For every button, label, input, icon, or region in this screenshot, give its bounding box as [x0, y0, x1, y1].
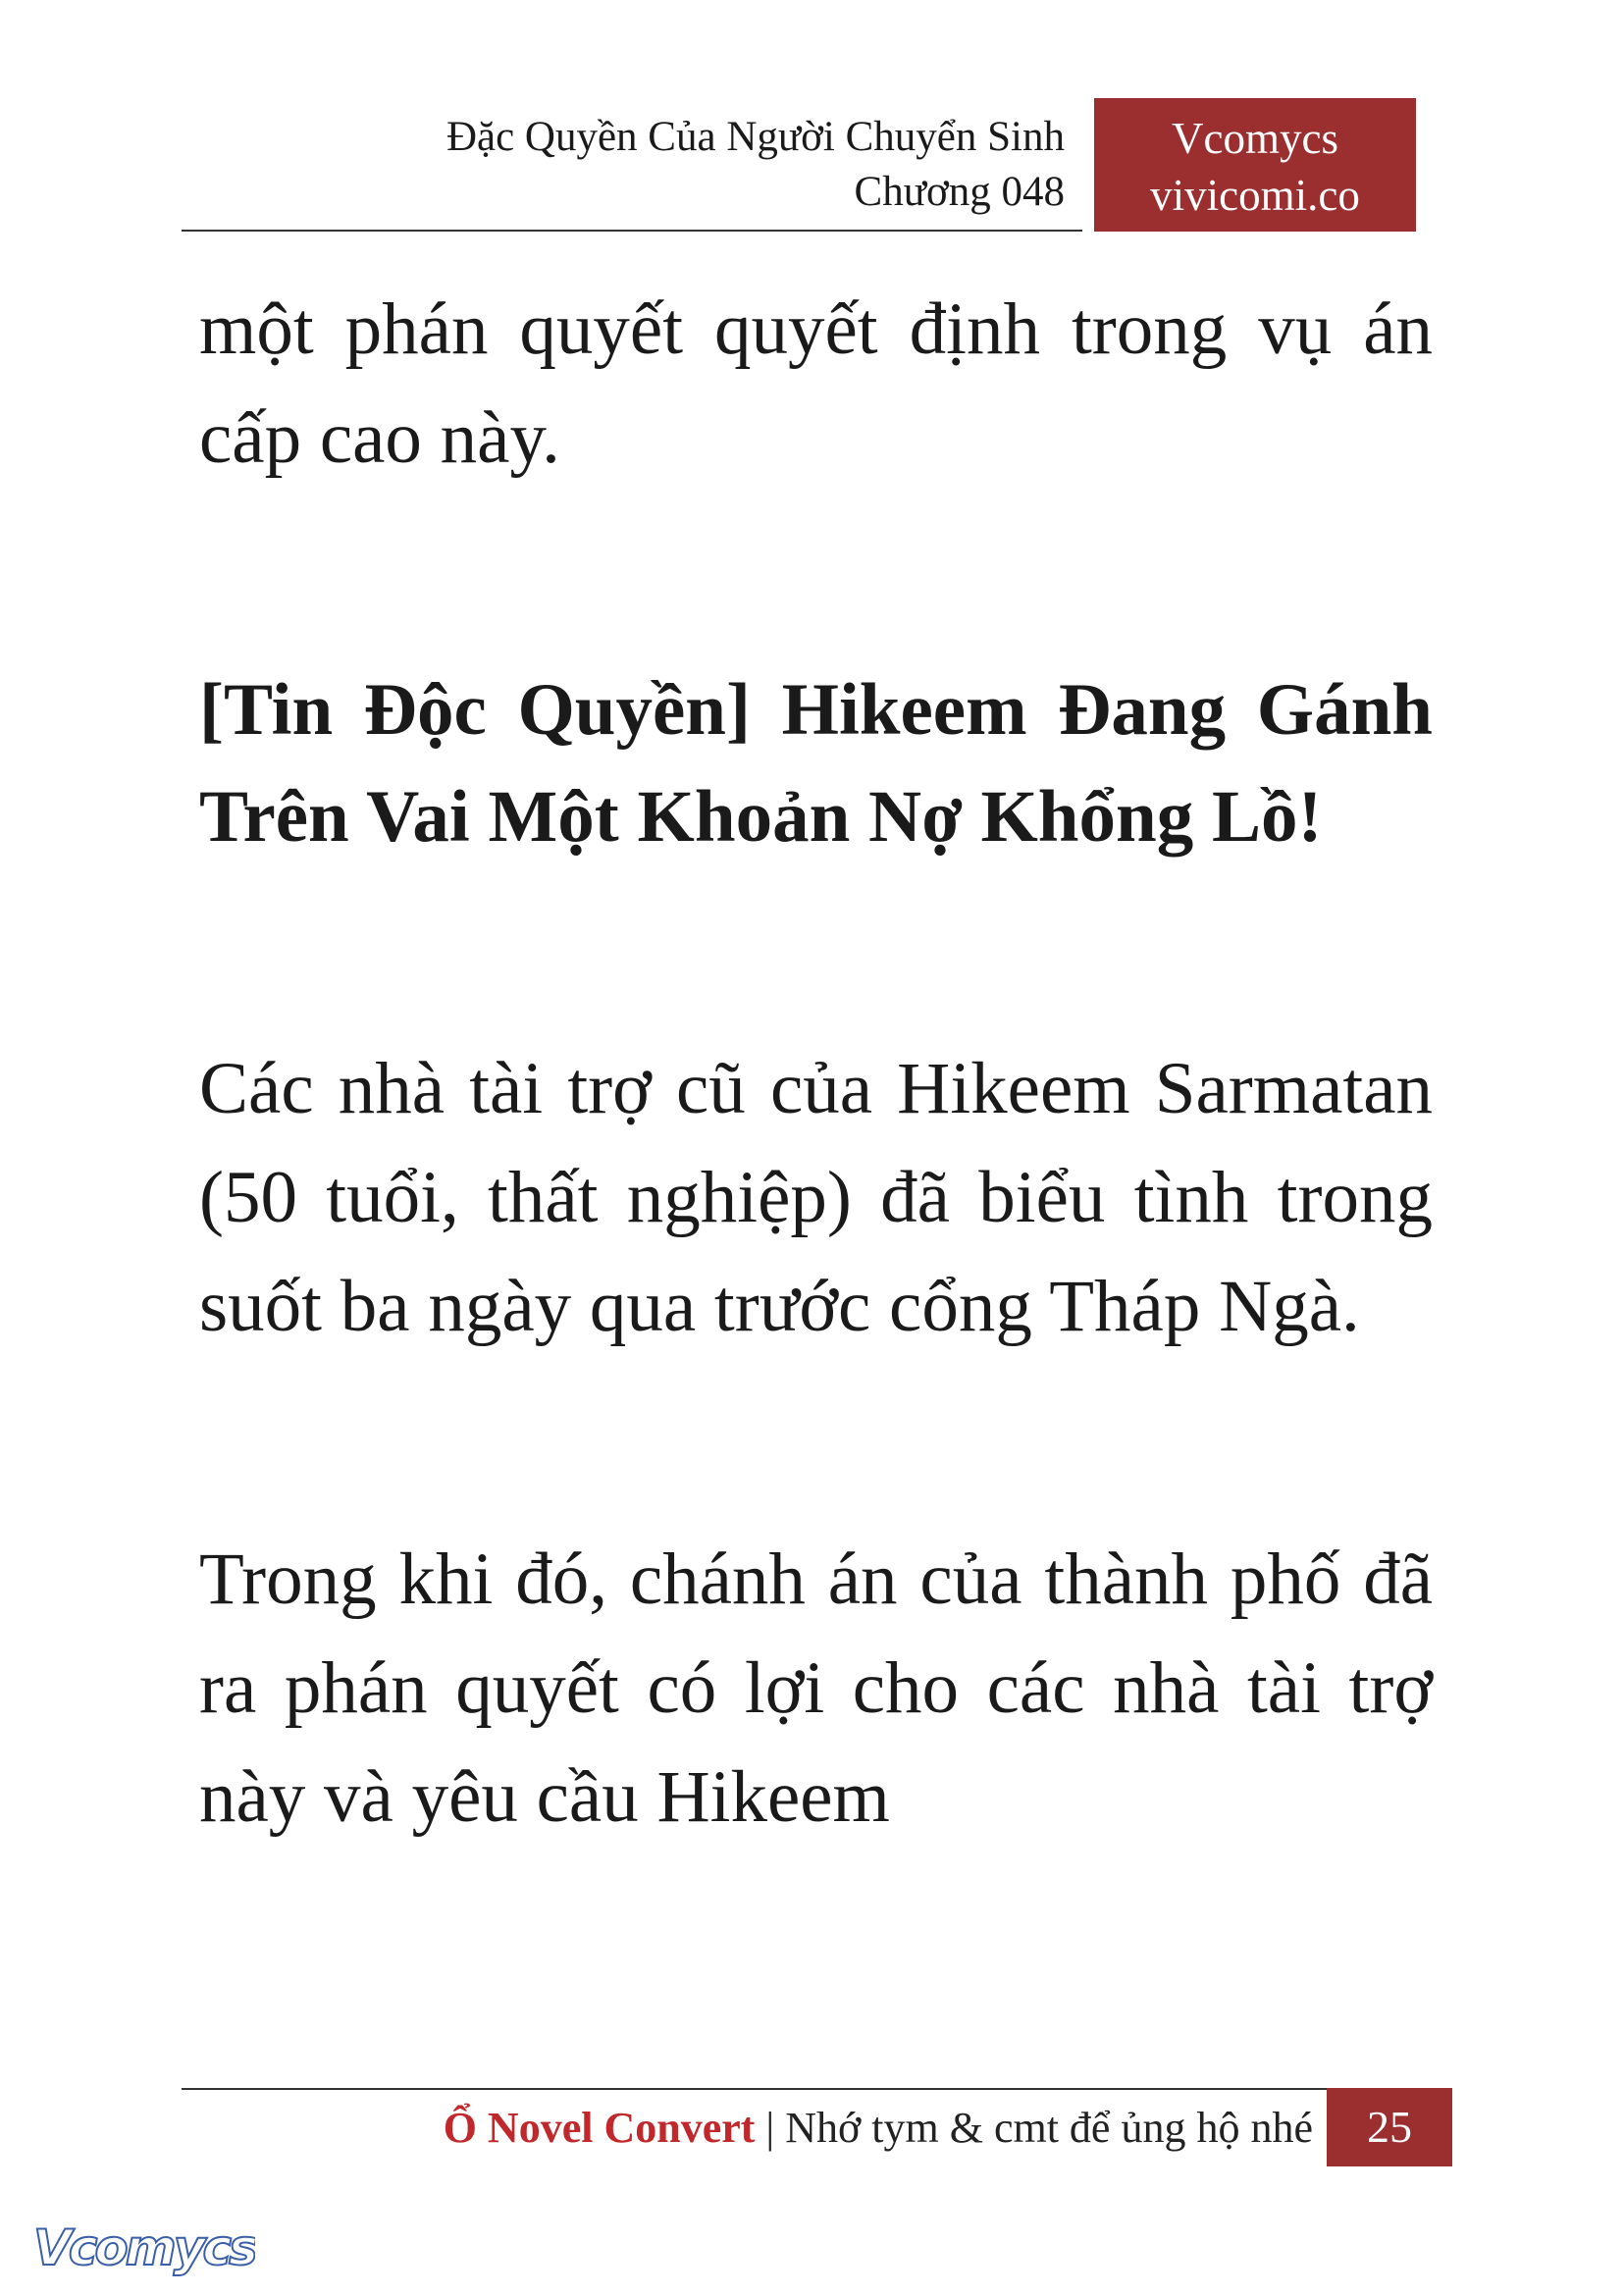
page-content — [199, 275, 1433, 1852]
brand-name: Vcomycs — [1172, 114, 1338, 163]
paragraph-1: một phán quyết quyết định trong vụ án cấp cao này. — [199, 288, 1433, 479]
footer-separator: | — [765, 2104, 775, 2152]
page-header — [182, 98, 1416, 232]
brand-site: vivicomi.co — [1150, 171, 1360, 220]
book-title: Đặc Quyền Của Người Chuyển Sinh — [445, 114, 1065, 160]
header-titles — [182, 98, 1082, 232]
paragraph-4: Trong khi đó, chánh án của thành phố đã ra phán quyết có lợi cho các nhà tài trợ này và yêu cầu Hikeem — [199, 1539, 1433, 1838]
paragraph-3: Các nhà tài trợ cũ của Hikeem Sarmatan (50 tuổi, thất nghiệp) đã biểu tình trong suốt ba ngày qua trước cổng Tháp Ngà. — [199, 1048, 1433, 1347]
svg-text:Vcomycs: Vcomycs — [33, 2219, 255, 2276]
chapter-number: Chương 048 — [854, 169, 1065, 215]
footer-text — [444, 2100, 1313, 2157]
news-headline: [Tin Độc Quyền] Hikeem Đang Gánh Trên Vai Một Khoản Nợ Khổng Lồ! — [199, 669, 1433, 858]
page-footer — [182, 2088, 1452, 2166]
footer-brand: Ổ Novel Convert — [443, 2104, 756, 2152]
vcomycs-logo-icon — [29, 2219, 255, 2278]
page-number: 25 — [1327, 2088, 1452, 2166]
footer-note: Nhớ tym & cmt để ủng hộ nhé — [785, 2104, 1313, 2152]
brand-box — [1094, 98, 1416, 232]
